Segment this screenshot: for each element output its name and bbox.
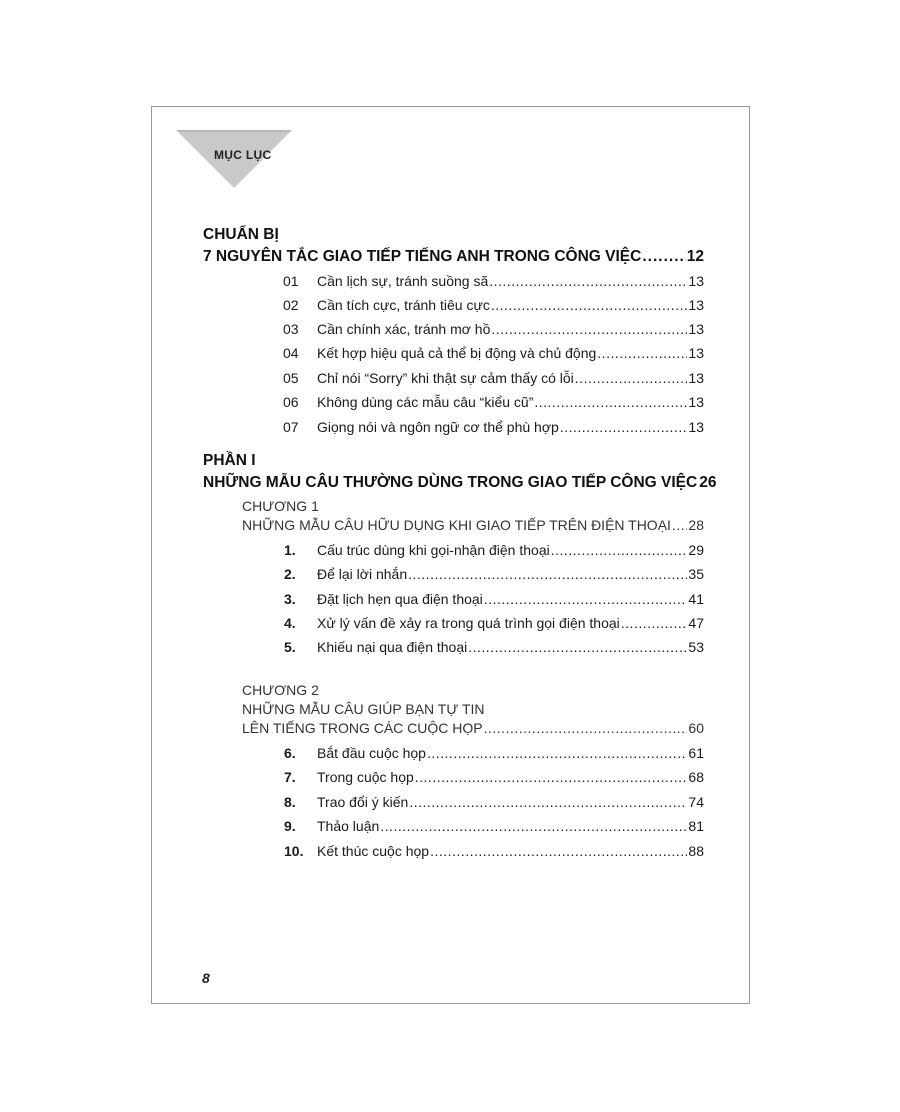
entry-number: 03 bbox=[283, 321, 299, 337]
entry-number: 1. bbox=[284, 542, 296, 558]
toc-entry[interactable] bbox=[283, 419, 704, 435]
entry-text: Để lại lời nhắn bbox=[317, 566, 408, 582]
dot-leader bbox=[575, 370, 688, 386]
toc-entry[interactable] bbox=[284, 794, 704, 810]
entry-page: 47 bbox=[688, 615, 704, 631]
dot-leader bbox=[621, 615, 688, 631]
entry-number: 01 bbox=[283, 273, 299, 289]
chapter1-label: CHƯƠNG 1 bbox=[242, 498, 319, 514]
entry-number: 5. bbox=[284, 639, 296, 655]
entry-page: 61 bbox=[688, 745, 704, 761]
entry-text: Trao đổi ý kiến bbox=[317, 794, 409, 810]
entry-page: 13 bbox=[688, 394, 704, 410]
entry-text: Chỉ nói “Sorry” khi thật sự cảm thấy có lỗi bbox=[317, 370, 574, 386]
entry-text: Kết thúc cuộc họp bbox=[317, 843, 430, 859]
entry-text: Khiếu nại qua điện thoại bbox=[317, 639, 468, 655]
entry-page: 13 bbox=[688, 273, 704, 289]
page-number: 8 bbox=[202, 970, 210, 986]
toc-entry[interactable] bbox=[284, 566, 704, 582]
entry-number: 02 bbox=[283, 297, 299, 313]
entry-page: 68 bbox=[688, 769, 704, 785]
dot-leader bbox=[409, 794, 687, 810]
toc-entry[interactable] bbox=[283, 321, 704, 337]
entry-text: NHỮNG MẪU CÂU THƯỜNG DÙNG TRONG GIAO TIẾP CÔNG VIỆC bbox=[203, 474, 698, 491]
dot-leader bbox=[484, 591, 688, 607]
entry-number: 04 bbox=[283, 345, 299, 361]
toc-entry[interactable] bbox=[284, 639, 704, 655]
dot-leader bbox=[597, 345, 687, 361]
dot-leader bbox=[642, 248, 685, 266]
dot-leader bbox=[408, 566, 687, 582]
entry-number: 4. bbox=[284, 615, 296, 631]
dot-leader bbox=[415, 769, 688, 785]
dot-leader bbox=[560, 419, 688, 435]
entry-page: 29 bbox=[688, 542, 704, 558]
entry-text: NHỮNG MẪU CÂU HỮU DỤNG KHI GIAO TIẾP TRÊN ĐIỆN THOẠI bbox=[242, 517, 671, 533]
entry-page: 13 bbox=[688, 321, 704, 337]
entry-page: 13 bbox=[688, 419, 704, 435]
entry-number: 10. bbox=[284, 843, 304, 859]
entry-page: 35 bbox=[688, 566, 704, 582]
entry-text: Cần chính xác, tránh mơ hồ bbox=[317, 321, 491, 337]
entry-page: 81 bbox=[688, 818, 704, 834]
entry-page: 53 bbox=[688, 639, 704, 655]
entry-text: Đặt lịch hẹn qua điện thoại bbox=[317, 591, 483, 607]
entry-text: Giọng nói và ngôn ngữ cơ thể phù hợp bbox=[317, 419, 559, 435]
entry-text: Kết hợp hiệu quả cả thể bị động và chủ động bbox=[317, 345, 597, 361]
entry-text: Cần tích cực, tránh tiêu cực bbox=[317, 297, 490, 313]
entry-text: Xử lý vấn đề xảy ra trong quá trình gọi điện thoại bbox=[317, 615, 620, 631]
prep-title: CHUẨN BỊ bbox=[203, 226, 279, 243]
entry-text: LÊN TIẾNG TRONG CÁC CUỘC HỌP bbox=[242, 720, 483, 736]
chapter1-entry[interactable] bbox=[242, 517, 704, 533]
toc-entry[interactable] bbox=[284, 818, 704, 834]
dot-leader bbox=[491, 321, 687, 337]
toc-entry[interactable] bbox=[284, 591, 704, 607]
toc-entry[interactable] bbox=[283, 394, 704, 410]
entry-page: 13 bbox=[688, 370, 704, 386]
dot-leader bbox=[484, 720, 688, 736]
entry-text: Trong cuộc họp bbox=[317, 769, 414, 785]
entry-page: 88 bbox=[688, 843, 704, 859]
part1-main-entry[interactable] bbox=[203, 474, 717, 492]
prep-main-entry[interactable] bbox=[203, 248, 704, 266]
toc-entry[interactable] bbox=[284, 615, 704, 631]
entry-number: 8. bbox=[284, 794, 296, 810]
dot-leader bbox=[430, 843, 687, 859]
entry-page: 26 bbox=[699, 474, 717, 491]
entry-text: Cấu trúc dùng khi gọi-nhận điện thoại bbox=[317, 542, 550, 558]
toc-entry[interactable] bbox=[284, 769, 704, 785]
entry-number: 05 bbox=[283, 370, 299, 386]
entry-number: 7. bbox=[284, 769, 296, 785]
toc-entry[interactable] bbox=[284, 542, 704, 558]
part1-title: PHẦN I bbox=[203, 452, 256, 469]
entry-number: 07 bbox=[283, 419, 299, 435]
dot-leader bbox=[489, 273, 687, 289]
dot-leader bbox=[491, 297, 688, 313]
chapter2-title-line1: NHỮNG MẪU CÂU GIÚP BẠN TỰ TIN bbox=[242, 701, 485, 717]
entry-text: Không dùng các mẫu câu “kiểu cũ” bbox=[317, 394, 534, 410]
chapter2-entry[interactable] bbox=[242, 720, 704, 736]
dot-leader bbox=[672, 517, 687, 533]
dot-leader bbox=[468, 639, 687, 655]
dot-leader bbox=[427, 745, 687, 761]
entry-number: 2. bbox=[284, 566, 296, 582]
entry-text: 7 NGUYÊN TẮC GIAO TIẾP TIẾNG ANH TRONG CÔNG VIỆC bbox=[203, 248, 642, 265]
toc-entry[interactable] bbox=[283, 345, 704, 361]
toc-entry[interactable] bbox=[284, 843, 704, 859]
entry-page: 41 bbox=[688, 591, 704, 607]
toc-entry[interactable] bbox=[283, 297, 704, 313]
entry-page: 13 bbox=[688, 345, 704, 361]
entry-number: 3. bbox=[284, 591, 296, 607]
chapter2-label: CHƯƠNG 2 bbox=[242, 682, 319, 698]
entry-page: 28 bbox=[688, 517, 704, 533]
toc-entry[interactable] bbox=[283, 273, 704, 289]
toc-entry[interactable] bbox=[284, 745, 704, 761]
entry-number: 9. bbox=[284, 818, 296, 834]
entry-text: Thảo luận bbox=[317, 818, 380, 834]
dot-leader bbox=[551, 542, 688, 558]
entry-page: 13 bbox=[688, 297, 704, 313]
toc-badge-label: MỤC LỤC bbox=[214, 148, 272, 162]
toc-entry[interactable] bbox=[283, 370, 704, 386]
entry-number: 6. bbox=[284, 745, 296, 761]
entry-page: 60 bbox=[688, 720, 704, 736]
entry-text: Bắt đầu cuộc họp bbox=[317, 745, 426, 761]
entry-number: 06 bbox=[283, 394, 299, 410]
dot-leader bbox=[534, 394, 687, 410]
entry-page: 12 bbox=[686, 248, 704, 265]
entry-page: 74 bbox=[688, 794, 704, 810]
entry-text: Cần lịch sự, tránh suồng sã bbox=[317, 273, 489, 289]
dot-leader bbox=[380, 818, 687, 834]
